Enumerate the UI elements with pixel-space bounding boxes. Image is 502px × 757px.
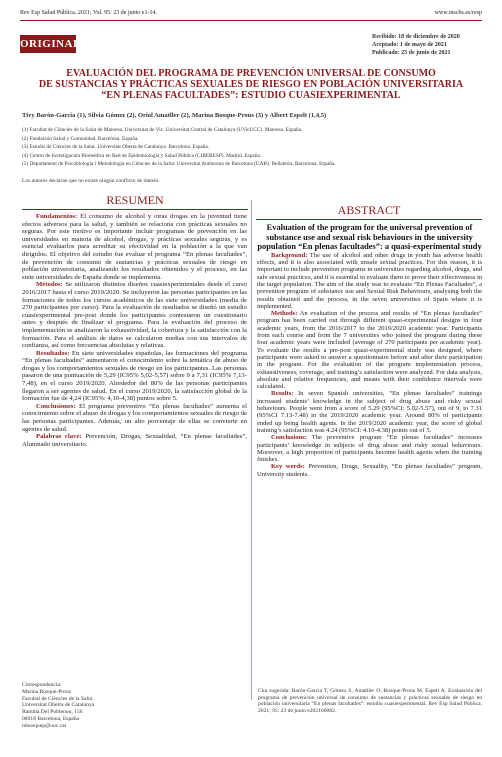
correspondence-faculty: Facultat de Ciències de la Salut xyxy=(22,695,93,702)
correspondence-street: Rambla Del Poblenou, 156 xyxy=(22,709,83,716)
author-list: Tivy Barón-Garcia (1), Silvia Gómez (2), Oriol Amatller (2), Marina Bosque-Prous (3) y Albert Espelt (1,4,5) xyxy=(22,112,327,119)
resumen-metodos: Métodos: Se utilizaron distintos diseños cuasiexperimentales desde el curso 2016/2017 hasta el curso 2019/2020. Se incluyeron las personas participantes en las formaciones de todos los cursos académicos de las siete universidades (media de 270 participantes por curso). Para la evaluación de resultados se diseñó un estudio cuasiexperimental pre-post donde los participantes contestaron un cuestionario antes y después de finalizar el programa. Para la evaluación del proceso de implementación se analizaron la exhaustividad, la cobertura y la satisfacción con la formación. Para el análisis de datos se calcularon medias con sus intervalos de confianza, así como frecuencias absolutas y relativas. xyxy=(22,281,247,350)
abstract-heading: ABSTRACT xyxy=(337,203,401,217)
published-date: Publicado: 23 de junio de 2021 xyxy=(372,50,451,56)
resumen-body xyxy=(22,213,247,448)
accepted-date: Aceptado: 1 de mayo de 2021 xyxy=(372,42,447,48)
resumen-resultados: Resultados: En siete universidades españolas, las formaciones del programa “En plenas facultades” aumentaron el conocimiento sobre la temática de abuso de drogas y los comportamientos sexuales de riesgo en los participantes. Las personas pasaron de una puntuación de 5,29 (IC95% 5,02-5,57) sobre 9 a 7,31 (IC95% 7,13-7,48), en el curso 2019/2020. Alrededor del 80% de las personas participantes llegaron a ser agentes de salud. En el curso 2019/2020, la satisfacción global de la formación fue de 4,24 (IC95%: 4,10-4,38) puntos sobre 5. xyxy=(22,349,248,403)
affiliation-3: (3) Estudis de Ciències de la Salut. Universitat Oberta de Catalunya. Barcelona. España. xyxy=(22,144,210,150)
resumen-palabras-clave: Palabras clave: Prevención, Drogas, Sexualidad, “En plenas facultades”, Alumnado universitario. xyxy=(22,433,247,448)
affiliation-4: (4) Centro de Investigación Biomédica en Red de Epidemiología y Salud Pública (CIBERESP). Madrid. España. xyxy=(22,152,262,159)
correspondence-block xyxy=(22,682,94,730)
abstract-background: Background: The use of alcohol and other drugs in youth has adverse health effects, and it is also associated with unsafe sexual practices. For this reason, it is important to include prevention programs in universities regarding alcohol, drugs, and safe sexual practices, and it is essential to evaluate them to prove their effectiveness in the target population. The aim of the study was to evaluate “En Plenas Facultades”, a prevention program of substance use and Sexual Risk Behaviours, analysing both the results obtained and the process, in the seven universities of Spain where it is implemented. xyxy=(257,251,482,310)
correspondence-name: Marina Bosque-Prous xyxy=(22,688,71,695)
affiliation-5: (5) Departament de Psicobiologia i Metodologia en Ciències de la Salut. Universitat Autònoma de Barcelona (UAB). Bellaterra. Barcelona. España. xyxy=(22,161,336,167)
correspondence-label: Correspondencia: xyxy=(22,682,62,688)
abstract-rule xyxy=(256,219,482,220)
abstract-body xyxy=(257,223,482,478)
resumen-rule xyxy=(22,209,248,210)
resumen-fundamentos: Fundamentos: El consumo de alcohol y otras drogas en la juventud tiene efectos adversos para la salud, y también se relaciona con prácticas sexuales no seguras. Por este motivo es importante incluir programas de prevención en las universidades en materia de alcohol, drogas, y prácticas sexuales seguras, y es esencial evaluarlos para acreditar su efectividad en la población a la que van dirigidos. El objetivo del estudio fue evaluar el programa “En plenas facultades”, de prevención de consumo de sustancias y prácticas sexuales de riesgo en población universitaria, analizando los resultados obtenidos y el proceso, en las siete universidades de España donde se implementa. xyxy=(22,213,248,281)
affiliations xyxy=(22,126,482,169)
title-line-2: DE SUSTANCIAS Y PRÁCTICAS SEXUALES DE RIESGO EN POBLACIÓN UNIVERSITARIA xyxy=(38,79,464,90)
column-divider xyxy=(251,200,252,700)
received-date: Recibido: 18 de diciembre de 2020 xyxy=(372,34,460,40)
resumen-heading: RESUMEN xyxy=(106,193,164,207)
correspondence-university: Universitat Oberta de Catalunya xyxy=(22,702,95,709)
abstract-results: Results: In seven Spanish universities, “En plenas facultades” trainings increased students’ knowledge in the subject of drug abuse and risky sexual behaviours. People went from a score of 5.29 (95%CI: 5.02-5.57), out of 9, to 7.31 (95%CI 7.13-7.48) in the 2019/2020 academic year. Around 80% of participants ended up being health agents. In the 2019/2020 academic year, the score of global training’s satisfaction was 4.24 (95%CI: 4.10-4.38) points out of 5. xyxy=(257,390,483,434)
affiliation-2: (2) Fundación Salud y Comunidad. Barcelona. España. xyxy=(22,135,139,142)
article-type-badge: ORIGINAL xyxy=(20,35,76,53)
correspondence-city: 08018 Barcelona, España xyxy=(22,715,80,722)
affiliation-1: (1) Facultat de Ciències de la Salut de Manresa. Universitat de Vic. Universitat Central de Catalunya (UVicUCC). Manresa. España. xyxy=(22,127,303,133)
journal-header: Rev Esp Salud Pública. 2021; Vol. 95: 23 de junio e1-14. xyxy=(20,10,157,16)
abstract-methods: Methods: An evaluation of the process and results of “En plenas facultades” program has been carried out through different quasi-experimental designs in four academic years, from the 2016/2017 to the 2019/2020 academic year. Participants from each course and from the 7 universities who joined the program during these four academic years were included (average of 270 participants per academic year). To evaluate the results a pre-post quasi-experimental study was designed, where participants were asked to answer a questionnaire before and after their participation in the program. For the evaluation of the program implementation process, exhaustiveness, coverage, and training’s satisfaction were analyzed. For data analysis, absolute and relative frequencies, and means with their confidence intervals were calculated. xyxy=(257,310,482,391)
article-dates xyxy=(372,33,482,57)
conflict-statement: Los autores declaran que no existe ningún conflicto de interés. xyxy=(22,178,160,184)
header-rule xyxy=(20,20,482,21)
article-title xyxy=(20,68,482,101)
resumen-conclusiones: Conclusiones: El programa preventivo “En plenas facultades” aumenta el conocimiento sobre el abuso de drogas y los comportamientos sexuales de riesgo de las personas participantes. Además, un alto porcentaje de ellas se convierte en agentes de salud. xyxy=(22,402,248,433)
abstract-keywords: Key words: Prevention, Drugs, Sexuality, “En plenas facultades” program, University students. xyxy=(257,463,482,478)
abstract-conclusions: Conclusions: The preventive program “En plenas facultades” increases participants’ knowledge in subjects of drug abuse and risky sexual behaviours. Moreover, a high proportion of participants become health agents when the training finishes. xyxy=(257,434,482,464)
suggested-citation: Cita sugerida: Barón-Garcia T, Gómez S, Amatller O, Bosque-Prous M, Espelt A. Evaluación del programa de prevención universal de consumo de sustancias y prácticas sexuales de riesgo en población universitaria “En plenas facultades”: estudio cuasiexperimental. Rev Esp Salud Pública. 2021; 95: 23 de junio e202106082. xyxy=(258,688,482,714)
correspondence-email[interactable]: mbosquep@uoc.cat xyxy=(22,722,67,729)
title-line-1: EVALUACIÓN DEL PROGRAMA DE PREVENCIÓN UNIVERSAL DE CONSUMO xyxy=(66,68,436,79)
journal-url[interactable]: www.mscbs.es/resp xyxy=(434,10,482,16)
abstract-title: Evaluation of the program for the universal prevention of substance use and sexual risk behaviours in the university population “En plenas facultades”: a quasi-experimental study xyxy=(257,223,482,252)
title-line-3: “EN PLENAS FACULTADES”: ESTUDIO CUASIEXPERIMENTAL xyxy=(101,90,401,101)
